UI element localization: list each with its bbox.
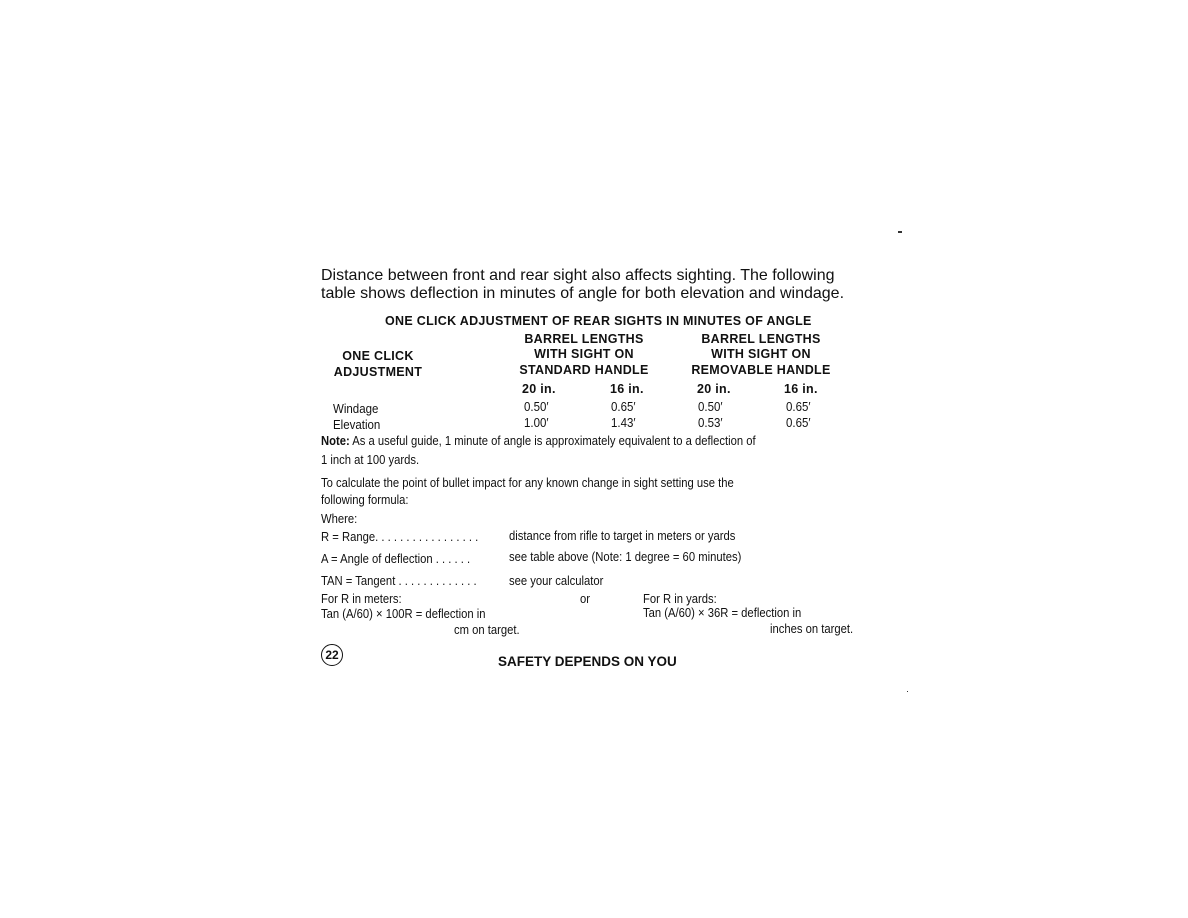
group1-header-line-1: BARREL LENGTHS: [524, 332, 644, 346]
yards-heading: For R in yards:: [643, 592, 717, 606]
group1-header-line-2: WITH SIGHT ON: [534, 347, 634, 361]
meters-unit: cm on target.: [454, 623, 520, 637]
page-number-badge: 22: [321, 644, 343, 666]
yards-unit: inches on target.: [770, 622, 854, 636]
group2-header-line-3: REMOVABLE HANDLE: [691, 363, 831, 377]
note-label: Note:: [321, 434, 350, 448]
table-cell: 0.65′: [611, 400, 636, 414]
formula-intro-line-2: following formula:: [321, 493, 409, 507]
table-row-label-elevation: Elevation: [333, 418, 381, 432]
meters-heading: For R in meters:: [321, 592, 402, 606]
table-cell: 0.50′: [698, 400, 723, 414]
scan-mark: [898, 231, 902, 233]
row-header-line-1: ONE CLICK: [342, 349, 414, 363]
def-angle-term: A = Angle of deflection . . . . . .: [321, 552, 471, 566]
note-text: As a useful guide, 1 minute of angle is approximately equivalent to a deflection of: [352, 434, 756, 448]
def-angle-desc: see table above (Note: 1 degree = 60 minutes): [509, 550, 742, 564]
intro-line-1: Distance between front and rear sight also affects sighting. The following: [321, 267, 835, 284]
formula-intro-line-1: To calculate the point of bullet impact for any known change in sight setting use the: [321, 476, 734, 490]
intro-line-2: table shows deflection in minutes of angle for both elevation and windage.: [321, 285, 845, 302]
table-cell: 1.43′: [611, 416, 636, 430]
note-line-1: [321, 434, 756, 448]
row-header-line-2: ADJUSTMENT: [333, 365, 423, 379]
col-header-std-20: 20 in.: [522, 382, 556, 396]
group1-header-line-3: STANDARD HANDLE: [519, 363, 649, 377]
def-range-term: R = Range. . . . . . . . . . . . . . . . .: [321, 530, 479, 544]
table-cell: 0.65′: [786, 416, 811, 430]
group2-header-line-2: WITH SIGHT ON: [711, 347, 811, 361]
def-tangent-desc: see your calculator: [509, 574, 604, 588]
scan-mark: [907, 691, 908, 692]
or-separator: or: [580, 592, 591, 606]
yards-equation: Tan (A/60) × 36R = deflection in: [643, 606, 802, 620]
col-header-rem-20: 20 in.: [697, 382, 731, 396]
table-cell: 0.50′: [524, 400, 549, 414]
table-cell: 0.65′: [786, 400, 811, 414]
table-cell: 1.00′: [524, 416, 549, 430]
meters-equation: Tan (A/60) × 100R = deflection in: [321, 607, 486, 621]
col-header-rem-16: 16 in.: [784, 382, 818, 396]
formula-where: Where:: [321, 512, 358, 526]
table-title: ONE CLICK ADJUSTMENT OF REAR SIGHTS IN MINUTES OF ANGLE: [385, 314, 812, 328]
table-row-label-windage: Windage: [333, 402, 379, 416]
footer-safety-text: SAFETY DEPENDS ON YOU: [498, 654, 677, 669]
def-range-desc: distance from rifle to target in meters or yards: [509, 529, 736, 543]
note-line-2: 1 inch at 100 yards.: [321, 453, 420, 467]
col-header-std-16: 16 in.: [610, 382, 644, 396]
table-cell: 0.53′: [698, 416, 723, 430]
group2-header-line-1: BARREL LENGTHS: [701, 332, 821, 346]
def-tangent-term: TAN = Tangent . . . . . . . . . . . . .: [321, 574, 477, 588]
